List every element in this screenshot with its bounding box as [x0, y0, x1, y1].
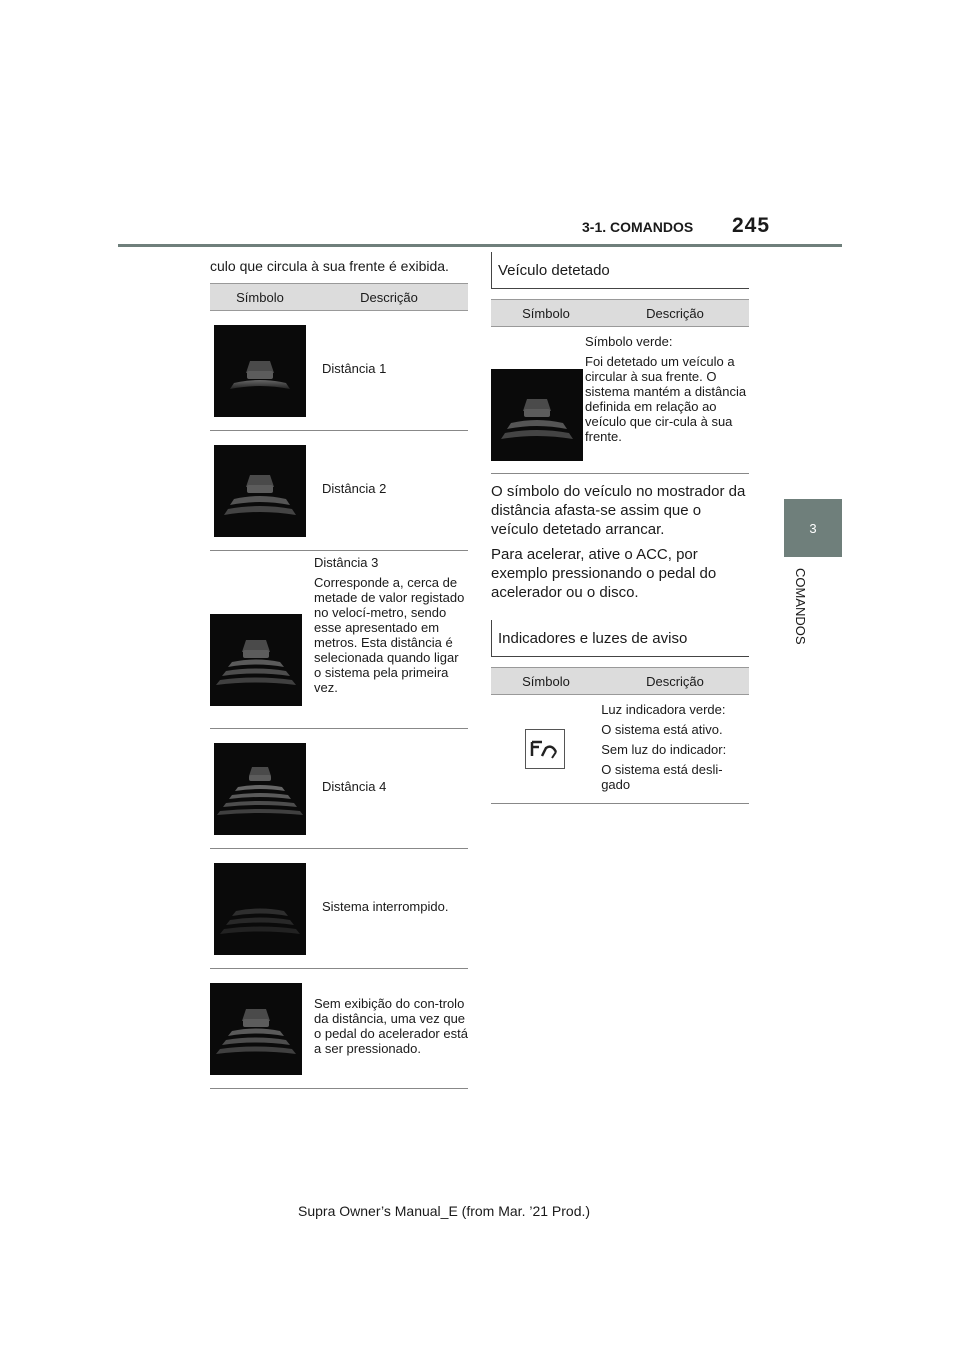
- column-header-symbol: Símbolo: [236, 289, 284, 305]
- footer-text: Supra Owner’s Manual_E (from Mar. ’21 Prod.): [298, 1203, 591, 1219]
- detected-vehicle-section: [491, 252, 749, 474]
- header-divider: [118, 244, 842, 247]
- distance-3-symbol: [210, 614, 302, 706]
- table-header: [491, 667, 749, 695]
- chapter-tab: [784, 499, 842, 557]
- table-row: [491, 695, 749, 804]
- distance-1-symbol: [214, 325, 306, 417]
- column-header-description: Descrição: [646, 305, 704, 321]
- body-text: [491, 482, 749, 608]
- column-header-symbol: Símbolo: [522, 305, 570, 321]
- column-header-description: Descrição: [646, 673, 704, 689]
- column-header-symbol: Símbolo: [522, 673, 570, 689]
- table-header: [210, 283, 468, 311]
- indicators-section: [491, 620, 749, 804]
- table-row: [210, 311, 468, 431]
- vehicle-detected-symbol: [491, 369, 583, 461]
- distance-2-symbol: [214, 445, 306, 537]
- section-title: Veículo detetado: [491, 252, 749, 289]
- table-row: [491, 327, 749, 474]
- page-number: 245: [732, 214, 771, 237]
- row-description: Distância 2: [322, 480, 387, 496]
- no-display-symbol: [210, 983, 302, 1075]
- distance-table: [210, 283, 468, 1089]
- row-description: Símbolo verde: Foi detetado um veículo a circular à sua frente. O sistema mantém a distância definida em relação ao veículo que cir-cula à sua frente.: [585, 334, 747, 444]
- column-header-description: Descrição: [360, 289, 418, 305]
- chapter-label: COMANDOS: [793, 568, 808, 645]
- row-description: Sistema interrompido.: [322, 898, 449, 914]
- table-row: [210, 729, 468, 849]
- intro-text: culo que circula à sua frente é exibida.: [210, 258, 449, 274]
- table-header: [491, 299, 749, 327]
- table-row: [210, 849, 468, 969]
- row-description: Distância 3 Corresponde a, cerca de metade de valor registado no velocí-metro, sendo esse apresentado em metros. Esta distância é selecionada quando ligar o sistema pela primeira vez.: [314, 555, 465, 695]
- acc-indicator-icon: [525, 729, 565, 769]
- table-row: [210, 969, 468, 1089]
- paragraph: O símbolo do veículo no mostrador da distância afasta-se assim que o veículo detetado arrancar.: [491, 483, 746, 538]
- paragraph: Para acelerar, ative o ACC, por exemplo pressionando o pedal do acelerador ou o disco.: [491, 546, 717, 601]
- chapter-number: 3: [809, 520, 817, 536]
- row-description: Sem exibição do con-trolo da distância, uma vez que o pedal do acelerador está a ser pressionado.: [314, 996, 468, 1056]
- table-row: [210, 431, 468, 551]
- distance-4-symbol: [214, 743, 306, 835]
- row-description: Luz indicadora verde: O sistema está ativo. Sem luz do indicador: O sistema está desli-gado: [601, 702, 727, 792]
- row-description: Distância 1: [322, 360, 387, 376]
- system-interrupted-symbol: [214, 863, 306, 955]
- section-heading: 3-1. COMANDOS: [582, 219, 694, 235]
- row-description: Distância 4: [322, 778, 387, 794]
- table-row: [210, 551, 468, 729]
- section-title: Indicadores e luzes de aviso: [491, 620, 749, 657]
